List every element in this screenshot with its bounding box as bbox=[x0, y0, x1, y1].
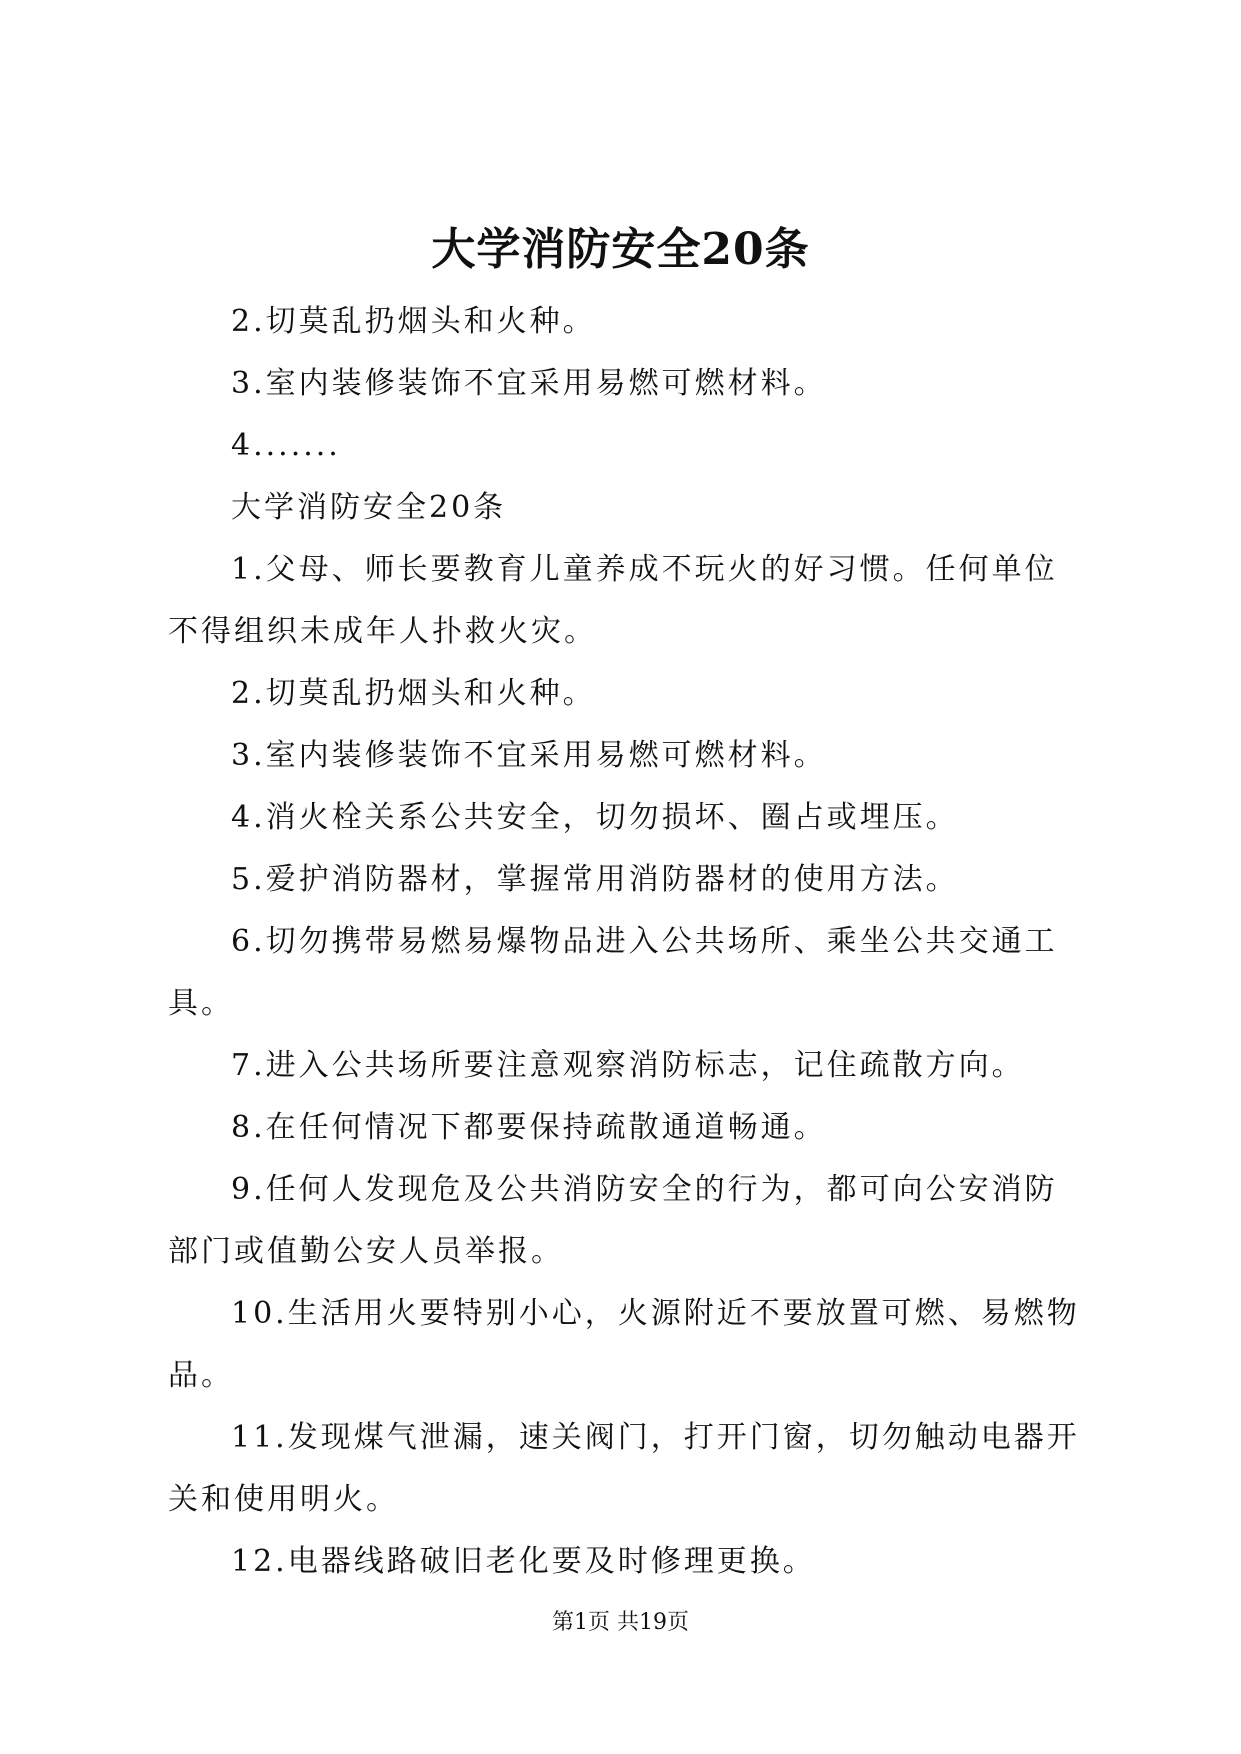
paragraph: 大学消防安全20条 bbox=[231, 490, 507, 525]
document-body bbox=[168, 291, 1086, 1593]
paragraph: 3.室内装修装饰不宜采用易燃可燃材料。 bbox=[231, 738, 827, 773]
paragraph: 2.切莫乱扔烟头和火种。 bbox=[231, 676, 596, 711]
paragraph: 2.切莫乱扔烟头和火种。 bbox=[231, 304, 596, 339]
paragraph: 11.发现煤气泄漏，速关阀门，打开门窗，切勿触动电器开关和使用明火。 bbox=[168, 1420, 1080, 1517]
paragraph: 12.电器线路破旧老化要及时修理更换。 bbox=[231, 1544, 816, 1579]
paragraph: 8.在任何情况下都要保持疏散通道畅通。 bbox=[231, 1110, 827, 1145]
paragraph: 4.消火栓关系公共安全，切勿损坏、圈占或埋压。 bbox=[231, 800, 959, 835]
page-footer: 第1页 共19页 bbox=[552, 1610, 689, 1635]
paragraph: 3.室内装修装饰不宜采用易燃可燃材料。 bbox=[231, 366, 827, 401]
document-title: 大学消防安全20条 bbox=[431, 224, 810, 275]
paragraph: 4....... bbox=[231, 428, 341, 463]
paragraph: 5.爱护消防器材，掌握常用消防器材的使用方法。 bbox=[231, 862, 959, 897]
paragraph: 10.生活用火要特别小心，火源附近不要放置可燃、易燃物品。 bbox=[168, 1296, 1080, 1393]
paragraph: 1.父母、师长要教育儿童养成不玩火的好习惯。任何单位不得组织未成年人扑救火灾。 bbox=[168, 552, 1058, 649]
paragraph: 9.任何人发现危及公共消防安全的行为，都可向公安消防部门或值勤公安人员举报。 bbox=[168, 1172, 1058, 1269]
paragraph: 6.切勿携带易燃易爆物品进入公共场所、乘坐公共交通工具。 bbox=[168, 924, 1058, 1021]
paragraph: 7.进入公共场所要注意观察消防标志，记住疏散方向。 bbox=[231, 1048, 1025, 1083]
